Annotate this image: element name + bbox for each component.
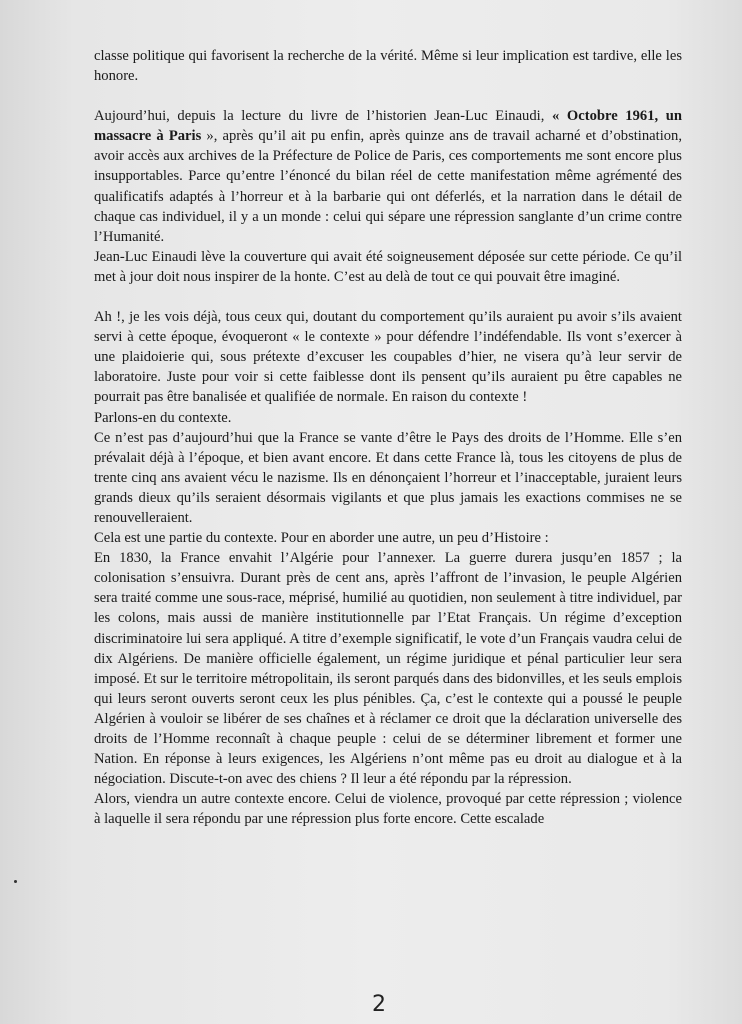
paragraph-2 — [94, 106, 682, 247]
paragraph-2-rest: », après qu’il ait pu enfin, après quinze ans de travail acharné et d’obstination, avoir accès aux archives de la Préfecture de Police de Paris, ces comportements me sont encore plus insupportables. Parce qu’entre l’énoncé du bilan réel de cette manifestation même agrémenté des qualificatifs adaptés à l’horreur et à la barbarie qui ont déferlés, et la narration dans le détail de chaque cas individuel, il y a un monde : celui qui sépare une répression sanglante d’un crime contre l’Humanité. — [94, 128, 682, 245]
body-text — [94, 46, 682, 829]
paragraph-9: Alors, viendra un autre contexte encore. Celui de violence, provoqué par cette répression ; violence à laquelle il sera répondu par une répression plus forte encore. Cette escalade — [94, 791, 682, 828]
paragraph-8: En 1830, la France envahit l’Algérie pour l’annexer. La guerre durera jusqu’en 1857 ; la colonisation s’ensuivra. Durant près de cent ans, après l’affront de l’invasion, le peuple Algérien sera traité comme une sous-race, méprisé, humilié au quotidien, non seulement à titre individuel, par les colons, mais aussi de manière institutionnelle par l’Etat Français. Un régime d’exception discriminatoire lui sera appliqué. A titre d’exemple significatif, le vote d’un Français vaudra celui de dix Algériens. De manière officielle également, un régime juridique et pénal particulier leur sera imposé. Et sur le territoire métropolitain, ils seront parqués dans des bidonvilles, et les seuls emplois qui leurs seront ouverts seront ceux les plus pénibles. Ça, c’est le contexte qui a poussé le peuple Algérien à vouloir se libérer de ses chaînes et à réclamer ce droit que la déclaration universelle des droits de l’Homme reconnaît à chaque peuple : celui de se déterminer librement et former une Nation. En réponse à leurs exigences, les Algériens n’ont même pas eu droit au dialogue et à la négociation. Discute-t-on avec des chiens ? Il leur a été répondu par la répression. — [94, 550, 682, 788]
paragraph-1: classe politique qui favorisent la recherche de la vérité. Même si leur implication est tardive, elle les honore. — [94, 48, 682, 85]
scan-speck — [14, 880, 17, 883]
paragraph-6: Ce n’est pas d’aujourd’hui que la France se vante d’être le Pays des droits de l’Homme. Elle s’en prévalait déjà à l’époque, et bien avant encore. Et dans cette France là, tous les citoyens de plus de trente cinq ans avaient vécu le nazisme. Ils en dénonçaient l’horreur et l’inacceptable, juraient leurs grands dieux qu’ils seraient désormais vigilants et que plus jamais les exactions commises ne se renouvelleraient. — [94, 429, 682, 526]
paragraph-2-intro: Aujourd’hui, depuis la lecture du livre de l’historien Jean-Luc Einaudi, — [94, 108, 552, 125]
paragraph-3: Jean-Luc Einaudi lève la couverture qui avait été soigneusement déposée sur cette période. Ce qu’il met à jour doit nous inspirer de la honte. C’est au delà de tout ce qui pouvait être imaginé. — [94, 248, 682, 285]
paragraph-gap — [94, 287, 682, 307]
book-title: « Octobre 1961, un massacre à Paris — [94, 108, 682, 145]
page-number: 2 — [372, 992, 386, 1017]
paragraph-5: Parlons-en du contexte. — [94, 409, 232, 426]
paragraph-gap — [94, 86, 682, 106]
paragraph-7: Cela est une partie du contexte. Pour en aborder une autre, un peu d’Histoire : — [94, 530, 549, 547]
paragraph-4: Ah !, je les vois déjà, tous ceux qui, doutant du comportement qu’ils auraient pu avoir s’ils avaient servi à cette époque, évoqueront « le contexte » pour défendre l’indéfendable. Ils vont s’exercer à une plaidoierie qui, sous prétexte d’excuser les coupables d’hier, ne visera qu’à leur servir de laboratoire. Juste pour voir si cette faiblesse dont ils pensent qu’ils auraient pu être capables ne pourrait pas être banalisée et qualifiée de normale. En raison du contexte ! — [94, 309, 682, 406]
